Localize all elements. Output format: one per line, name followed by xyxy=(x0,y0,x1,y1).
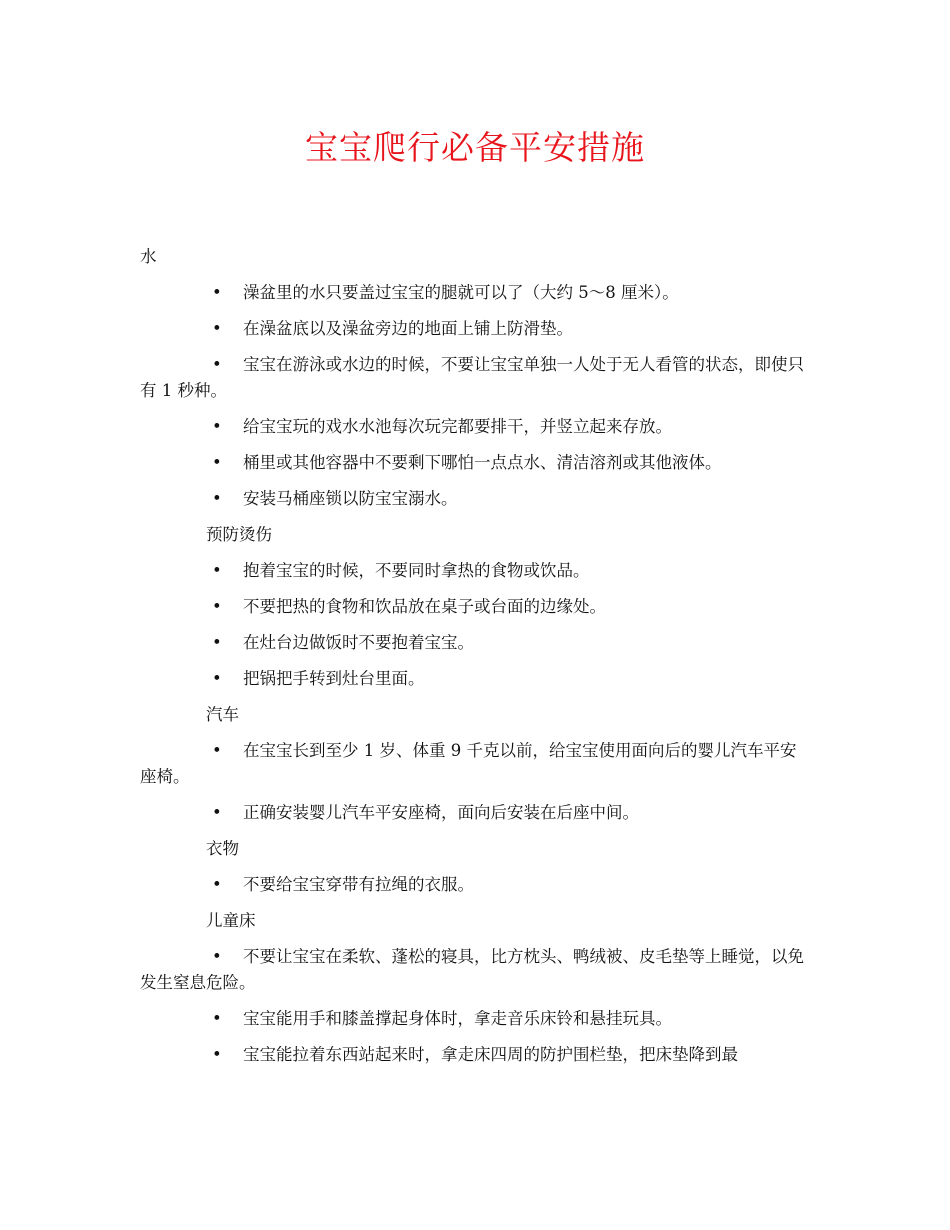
bullet-marker: • xyxy=(212,355,222,374)
list-item: • 不要把热的食物和饮品放在桌子或台面的边缘处。 xyxy=(140,594,805,620)
document-title: 宝宝爬行必备平安措施 xyxy=(305,128,645,167)
list-item: • 在澡盆底以及澡盆旁边的地面上铺上防滑垫。 xyxy=(140,316,805,342)
list-item: • 正确安装婴儿汽车平安座椅，面向后安装在后座中间。 xyxy=(140,800,805,826)
list-item: • 宝宝能拉着东西站起来时，拿走床四周的防护围栏垫，把床垫降到最 xyxy=(140,1042,805,1068)
list-item: • 宝宝在游泳或水边的时候，不要让宝宝单独一人处于无人看管的状态，即使只有 1 秒种。 xyxy=(140,352,805,404)
list-item: • 桶里或其他容器中不要剩下哪怕一点点水、清洁溶剂或其他液体。 xyxy=(140,450,805,476)
list-item: • 把锅把手转到灶台里面。 xyxy=(140,666,805,692)
bullet-marker: • xyxy=(212,417,222,436)
bullet-marker: • xyxy=(212,669,222,688)
list-item: • 抱着宝宝的时候，不要同时拿热的食物或饮品。 xyxy=(140,558,805,584)
list-item: • 给宝宝玩的戏水水池每次玩完都要排干，并竖立起来存放。 xyxy=(140,414,805,440)
list-item: • 澡盆里的水只要盖过宝宝的腿就可以了（大约 5～8 厘米）。 xyxy=(140,280,805,306)
bullet-marker: • xyxy=(212,319,222,338)
section-heading-car: 汽车 xyxy=(206,705,239,724)
bullet-marker: • xyxy=(212,1045,222,1064)
bullet-marker: • xyxy=(212,561,222,580)
bullet-marker: • xyxy=(212,875,222,894)
section-heading-burns: 预防烫伤 xyxy=(206,525,272,544)
list-item: • 不要给宝宝穿带有拉绳的衣服。 xyxy=(140,872,805,898)
bullet-marker: • xyxy=(212,947,222,966)
list-item: • 在灶台边做饭时不要抱着宝宝。 xyxy=(140,630,805,656)
list-item: • 在宝宝长到至少 1 岁、体重 9 千克以前，给宝宝使用面向后的婴儿汽车平安座椅。 xyxy=(140,738,805,790)
bullet-marker: • xyxy=(212,1009,222,1028)
document-body xyxy=(140,280,805,1078)
bullet-marker: • xyxy=(212,597,222,616)
bullet-marker: • xyxy=(212,489,222,508)
section-heading-crib: 儿童床 xyxy=(206,911,256,930)
section-heading-water: 水 xyxy=(140,247,157,266)
list-item: • 宝宝能用手和膝盖撑起身体时，拿走音乐床铃和悬挂玩具。 xyxy=(140,1006,805,1032)
bullet-marker: • xyxy=(212,803,222,822)
list-item: • 不要让宝宝在柔软、蓬松的寝具，比方枕头、鸭绒被、皮毛垫等上睡觉，以免发生窒息危险。 xyxy=(140,944,805,996)
list-item: • 安装马桶座锁以防宝宝溺水。 xyxy=(140,486,805,512)
bullet-marker: • xyxy=(212,741,222,760)
bullet-marker: • xyxy=(212,633,222,652)
bullet-marker: • xyxy=(212,283,222,302)
section-heading-clothing: 衣物 xyxy=(206,839,239,858)
bullet-marker: • xyxy=(212,453,222,472)
